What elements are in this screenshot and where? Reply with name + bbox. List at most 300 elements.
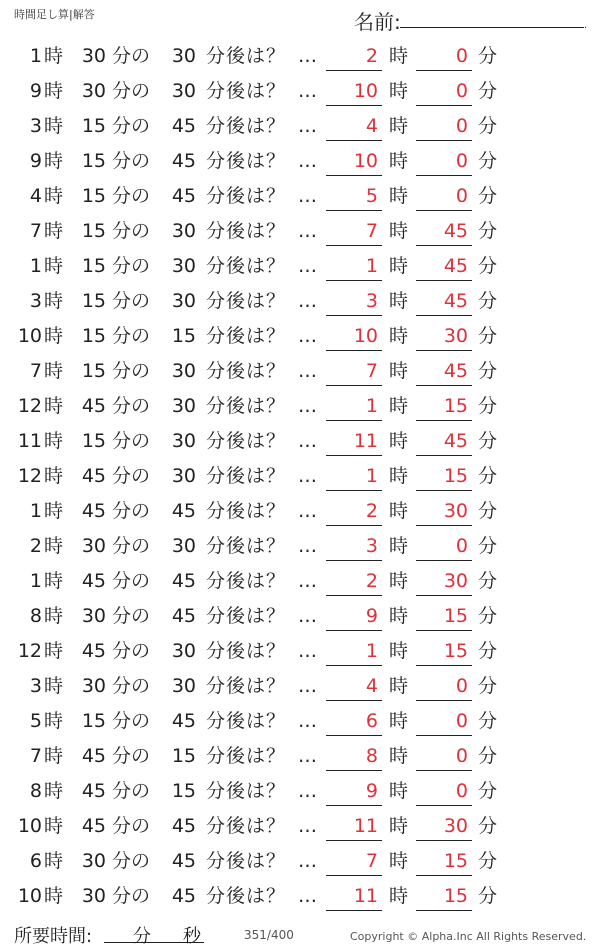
minutes-after-label: 分後は？ (206, 150, 287, 172)
minute-unit-label: 分 (478, 465, 498, 487)
start-hour: 4 (29, 185, 42, 207)
answer-hour[interactable]: 4 (365, 115, 378, 137)
start-minute: 15 (81, 220, 106, 242)
hour-unit-label: 時 (44, 500, 64, 522)
ellipsis: … (298, 745, 317, 767)
answer-minute-line (416, 525, 472, 526)
minute-unit-label: 分 (478, 675, 498, 697)
answer-hour[interactable]: 10 (353, 150, 378, 172)
answer-hour[interactable]: 1 (365, 255, 378, 277)
answer-hour[interactable]: 1 (365, 395, 378, 417)
ellipsis: … (298, 395, 317, 417)
problem-row (0, 495, 600, 530)
ellipsis: … (298, 710, 317, 732)
hour-unit-label: 時 (389, 395, 409, 417)
start-minute: 30 (81, 605, 106, 627)
minutes-after-label: 分後は？ (206, 815, 287, 837)
minutes-after-label: 分後は？ (206, 255, 287, 277)
answer-hour-line (326, 70, 382, 71)
problem-row (0, 40, 600, 75)
answer-hour[interactable]: 11 (353, 430, 378, 452)
answer-hour[interactable]: 7 (365, 220, 378, 242)
answer-minute[interactable]: 15 (443, 605, 468, 627)
start-minute: 15 (81, 325, 106, 347)
problem-row (0, 565, 600, 600)
answer-hour-line (326, 840, 382, 841)
answer-minute[interactable]: 0 (455, 710, 468, 732)
minute-of-label: 分の (112, 850, 151, 872)
problem-row (0, 810, 600, 845)
hour-unit-label: 時 (44, 255, 64, 277)
minute-unit-label: 分 (478, 220, 498, 242)
hour-unit-label: 時 (389, 325, 409, 347)
problem-row (0, 145, 600, 180)
minute-unit-label: 分 (478, 850, 498, 872)
added-minutes: 45 (171, 850, 196, 872)
start-minute: 30 (81, 45, 106, 67)
hour-unit-label: 時 (44, 115, 64, 137)
hour-unit-label: 時 (389, 675, 409, 697)
added-minutes: 30 (171, 80, 196, 102)
seconds-label: 秒 (183, 926, 201, 947)
answer-minute[interactable]: 15 (443, 640, 468, 662)
added-minutes: 45 (171, 815, 196, 837)
hour-unit-label: 時 (44, 640, 64, 662)
answer-hour-line (326, 350, 382, 351)
hour-unit-label: 時 (44, 430, 64, 452)
answer-hour[interactable]: 3 (365, 535, 378, 557)
start-hour: 6 (29, 850, 42, 872)
hour-unit-label: 時 (44, 45, 64, 67)
start-minute: 15 (81, 360, 106, 382)
answer-minute[interactable]: 0 (455, 150, 468, 172)
start-minute: 15 (81, 430, 106, 452)
answer-minute[interactable]: 0 (455, 185, 468, 207)
ellipsis: … (298, 815, 317, 837)
start-hour: 1 (29, 500, 42, 522)
ellipsis: … (298, 430, 317, 452)
hour-unit-label: 時 (389, 710, 409, 732)
name-field-line[interactable] (400, 27, 584, 28)
answer-hour[interactable]: 5 (365, 185, 378, 207)
start-minute: 30 (81, 675, 106, 697)
minutes-after-label: 分後は？ (206, 395, 287, 417)
answer-minute[interactable]: 45 (443, 360, 468, 382)
answer-minute-line (416, 595, 472, 596)
answer-hour[interactable]: 7 (365, 360, 378, 382)
added-minutes: 45 (171, 605, 196, 627)
hour-unit-label: 時 (44, 465, 64, 487)
hour-unit-label: 時 (44, 325, 64, 347)
answer-hour-line (326, 770, 382, 771)
minutes-after-label: 分後は？ (206, 290, 287, 312)
minutes-after-label: 分後は？ (206, 850, 287, 872)
minute-of-label: 分の (112, 290, 151, 312)
answer-minute-line (416, 175, 472, 176)
minute-unit-label: 分 (478, 605, 498, 627)
answer-hour[interactable]: 6 (365, 710, 378, 732)
minute-of-label: 分の (112, 535, 151, 557)
minute-unit-label: 分 (478, 150, 498, 172)
start-minute: 30 (81, 850, 106, 872)
answer-minute-line (416, 665, 472, 666)
ellipsis: … (298, 605, 317, 627)
hour-unit-label: 時 (389, 150, 409, 172)
answer-minute[interactable]: 45 (443, 255, 468, 277)
minute-unit-label: 分 (478, 255, 498, 277)
answer-hour-line (326, 490, 382, 491)
hour-unit-label: 時 (44, 360, 64, 382)
minute-unit-label: 分 (478, 640, 498, 662)
answer-minute[interactable]: 0 (455, 745, 468, 767)
start-hour: 12 (17, 395, 42, 417)
answer-minute[interactable]: 0 (455, 80, 468, 102)
minutes-after-label: 分後は？ (206, 360, 287, 382)
start-hour: 3 (29, 675, 42, 697)
start-minute: 15 (81, 255, 106, 277)
answer-hour[interactable]: 1 (365, 640, 378, 662)
problem-row (0, 215, 600, 250)
answer-hour[interactable]: 2 (365, 500, 378, 522)
hour-unit-label: 時 (389, 850, 409, 872)
hour-unit-label: 時 (44, 570, 64, 592)
answer-hour-line (326, 140, 382, 141)
minute-of-label: 分の (112, 80, 151, 102)
answer-minute-line (416, 910, 472, 911)
answer-hour-line (326, 875, 382, 876)
hour-unit-label: 時 (389, 45, 409, 67)
answer-minute-line (416, 630, 472, 631)
problem-row (0, 670, 600, 705)
minutes-after-label: 分後は？ (206, 675, 287, 697)
ellipsis: … (298, 115, 317, 137)
minutes-after-label: 分後は？ (206, 640, 287, 662)
ellipsis: … (298, 780, 317, 802)
answer-hour-line (326, 105, 382, 106)
answer-minute[interactable]: 45 (443, 430, 468, 452)
added-minutes: 30 (171, 255, 196, 277)
name-field-dot: . (584, 20, 588, 31)
ellipsis: … (298, 150, 317, 172)
answer-minute[interactable]: 30 (443, 570, 468, 592)
answer-hour-line (326, 280, 382, 281)
answer-minute-line (416, 805, 472, 806)
problem-row (0, 180, 600, 215)
answer-minute-line (416, 105, 472, 106)
ellipsis: … (298, 850, 317, 872)
answer-hour[interactable]: 11 (353, 815, 378, 837)
added-minutes: 15 (171, 780, 196, 802)
answer-minute[interactable]: 0 (455, 45, 468, 67)
minute-of-label: 分の (112, 640, 151, 662)
minutes-after-label: 分後は？ (206, 710, 287, 732)
minute-of-label: 分の (112, 465, 151, 487)
minute-unit-label: 分 (478, 570, 498, 592)
added-minutes: 45 (171, 150, 196, 172)
answer-hour[interactable]: 8 (365, 745, 378, 767)
minute-unit-label: 分 (478, 290, 498, 312)
minute-of-label: 分の (112, 115, 151, 137)
added-minutes: 30 (171, 430, 196, 452)
minute-unit-label: 分 (478, 780, 498, 802)
answer-hour[interactable]: 10 (353, 325, 378, 347)
start-hour: 10 (17, 885, 42, 907)
problem-row (0, 775, 600, 810)
minute-of-label: 分の (112, 745, 151, 767)
problem-row (0, 845, 600, 880)
start-hour: 11 (17, 430, 42, 452)
start-minute: 45 (81, 570, 106, 592)
hour-unit-label: 時 (389, 570, 409, 592)
hour-unit-label: 時 (389, 430, 409, 452)
minutes-after-label: 分後は？ (206, 570, 287, 592)
added-minutes: 45 (171, 500, 196, 522)
answer-hour[interactable]: 9 (365, 605, 378, 627)
minute-of-label: 分の (112, 325, 151, 347)
start-hour: 1 (29, 255, 42, 277)
hour-unit-label: 時 (389, 360, 409, 382)
answer-hour-line (326, 525, 382, 526)
minute-unit-label: 分 (478, 535, 498, 557)
answer-hour-line (326, 910, 382, 911)
minute-of-label: 分の (112, 185, 151, 207)
answer-hour[interactable]: 2 (365, 45, 378, 67)
ellipsis: … (298, 885, 317, 907)
start-minute: 30 (81, 535, 106, 557)
answer-hour[interactable]: 10 (353, 80, 378, 102)
minutes-after-label: 分後は？ (206, 80, 287, 102)
hour-unit-label: 時 (44, 710, 64, 732)
answer-minute-line (416, 490, 472, 491)
minutes-after-label: 分後は？ (206, 430, 287, 452)
answer-hour[interactable]: 2 (365, 570, 378, 592)
minute-unit-label: 分 (478, 115, 498, 137)
start-hour: 7 (29, 360, 42, 382)
answer-minute-line (416, 245, 472, 246)
time-taken-label: 所要時間: (14, 926, 93, 947)
answer-minute[interactable]: 0 (455, 675, 468, 697)
problem-row (0, 460, 600, 495)
answer-minute[interactable]: 15 (443, 465, 468, 487)
answer-hour-line (326, 315, 382, 316)
ellipsis: … (298, 360, 317, 382)
minute-of-label: 分の (112, 500, 151, 522)
start-minute: 30 (81, 885, 106, 907)
answer-minute-line (416, 875, 472, 876)
start-hour: 9 (29, 80, 42, 102)
minute-of-label: 分の (112, 605, 151, 627)
answer-hour[interactable]: 3 (365, 290, 378, 312)
answer-minute[interactable]: 15 (443, 395, 468, 417)
answer-hour[interactable]: 1 (365, 465, 378, 487)
answer-minute-line (416, 210, 472, 211)
answer-hour[interactable]: 11 (353, 885, 378, 907)
minute-of-label: 分の (112, 45, 151, 67)
start-minute: 15 (81, 290, 106, 312)
hour-unit-label: 時 (44, 745, 64, 767)
answer-minute[interactable]: 15 (443, 850, 468, 872)
answer-hour[interactable]: 9 (365, 780, 378, 802)
minutes-after-label: 分後は？ (206, 325, 287, 347)
minutes-label: 分 (133, 926, 151, 947)
ellipsis: … (298, 45, 317, 67)
hour-unit-label: 時 (389, 745, 409, 767)
ellipsis: … (298, 640, 317, 662)
hour-unit-label: 時 (44, 395, 64, 417)
answer-hour-line (326, 665, 382, 666)
problem-list (0, 40, 600, 915)
answer-hour[interactable]: 7 (365, 850, 378, 872)
hour-unit-label: 時 (44, 290, 64, 312)
answer-minute[interactable]: 0 (455, 115, 468, 137)
answer-hour-line (326, 595, 382, 596)
minutes-after-label: 分後は？ (206, 745, 287, 767)
hour-unit-label: 時 (44, 850, 64, 872)
hour-unit-label: 時 (44, 780, 64, 802)
minutes-after-label: 分後は？ (206, 220, 287, 242)
answer-minute[interactable]: 15 (443, 885, 468, 907)
minute-of-label: 分の (112, 710, 151, 732)
minute-unit-label: 分 (478, 185, 498, 207)
minute-of-label: 分の (112, 815, 151, 837)
problem-row (0, 740, 600, 775)
answer-hour-line (326, 175, 382, 176)
ellipsis: … (298, 465, 317, 487)
start-minute: 45 (81, 465, 106, 487)
hour-unit-label: 時 (389, 815, 409, 837)
ellipsis: … (298, 500, 317, 522)
answer-minute-line (416, 700, 472, 701)
minute-of-label: 分の (112, 255, 151, 277)
added-minutes: 45 (171, 115, 196, 137)
answer-minute-line (416, 350, 472, 351)
start-minute: 45 (81, 815, 106, 837)
minute-unit-label: 分 (478, 885, 498, 907)
hour-unit-label: 時 (389, 115, 409, 137)
start-minute: 45 (81, 395, 106, 417)
start-hour: 2 (29, 535, 42, 557)
problem-row (0, 320, 600, 355)
hour-unit-label: 時 (389, 605, 409, 627)
hour-unit-label: 時 (389, 640, 409, 662)
answer-minute-line (416, 420, 472, 421)
problem-row (0, 425, 600, 460)
minutes-after-label: 分後は？ (206, 115, 287, 137)
hour-unit-label: 時 (44, 815, 64, 837)
added-minutes: 15 (171, 745, 196, 767)
minute-unit-label: 分 (478, 815, 498, 837)
minute-of-label: 分の (112, 395, 151, 417)
problem-row (0, 705, 600, 740)
start-minute: 45 (81, 640, 106, 662)
minute-of-label: 分の (112, 885, 151, 907)
added-minutes: 30 (171, 395, 196, 417)
start-minute: 15 (81, 115, 106, 137)
answer-minute-line (416, 70, 472, 71)
problem-row (0, 110, 600, 145)
start-hour: 7 (29, 220, 42, 242)
added-minutes: 30 (171, 535, 196, 557)
added-minutes: 45 (171, 885, 196, 907)
start-hour: 9 (29, 150, 42, 172)
added-minutes: 45 (171, 710, 196, 732)
answer-minute[interactable]: 45 (443, 220, 468, 242)
start-minute: 15 (81, 150, 106, 172)
ellipsis: … (298, 255, 317, 277)
ellipsis: … (298, 80, 317, 102)
minute-of-label: 分の (112, 430, 151, 452)
answer-hour-line (326, 735, 382, 736)
answer-hour-line (326, 210, 382, 211)
minute-unit-label: 分 (478, 325, 498, 347)
minutes-after-label: 分後は？ (206, 780, 287, 802)
problem-row (0, 250, 600, 285)
hour-unit-label: 時 (389, 500, 409, 522)
problem-row (0, 530, 600, 565)
hour-unit-label: 時 (389, 80, 409, 102)
added-minutes: 30 (171, 465, 196, 487)
hour-unit-label: 時 (389, 185, 409, 207)
minute-unit-label: 分 (478, 45, 498, 67)
answer-minute[interactable]: 30 (443, 815, 468, 837)
answer-hour-line (326, 420, 382, 421)
hour-unit-label: 時 (44, 185, 64, 207)
problem-row (0, 390, 600, 425)
minutes-after-label: 分後は？ (206, 45, 287, 67)
minute-unit-label: 分 (478, 80, 498, 102)
minute-of-label: 分の (112, 675, 151, 697)
minutes-after-label: 分後は？ (206, 605, 287, 627)
start-hour: 12 (17, 640, 42, 662)
minute-unit-label: 分 (478, 395, 498, 417)
minute-unit-label: 分 (478, 430, 498, 452)
answer-minute[interactable]: 45 (443, 290, 468, 312)
problem-row (0, 355, 600, 390)
answer-minute[interactable]: 0 (455, 780, 468, 802)
start-hour: 5 (29, 710, 42, 732)
minute-unit-label: 分 (478, 710, 498, 732)
ellipsis: … (298, 185, 317, 207)
answer-hour-line (326, 700, 382, 701)
start-minute: 45 (81, 780, 106, 802)
hour-unit-label: 時 (389, 290, 409, 312)
hour-unit-label: 時 (44, 675, 64, 697)
start-hour: 3 (29, 290, 42, 312)
answer-minute[interactable]: 30 (443, 500, 468, 522)
ellipsis: … (298, 675, 317, 697)
minutes-after-label: 分後は？ (206, 535, 287, 557)
hour-unit-label: 時 (44, 220, 64, 242)
answer-minute[interactable]: 0 (455, 535, 468, 557)
answer-minute-line (416, 140, 472, 141)
answer-hour[interactable]: 4 (365, 675, 378, 697)
start-minute: 15 (81, 710, 106, 732)
ellipsis: … (298, 535, 317, 557)
hour-unit-label: 時 (44, 150, 64, 172)
ellipsis: … (298, 220, 317, 242)
added-minutes: 45 (171, 570, 196, 592)
added-minutes: 15 (171, 325, 196, 347)
minutes-after-label: 分後は？ (206, 185, 287, 207)
hour-unit-label: 時 (389, 255, 409, 277)
minutes-after-label: 分後は？ (206, 500, 287, 522)
minute-of-label: 分の (112, 360, 151, 382)
hour-unit-label: 時 (44, 535, 64, 557)
answer-minute-line (416, 735, 472, 736)
start-hour: 3 (29, 115, 42, 137)
answer-minute[interactable]: 30 (443, 325, 468, 347)
problem-row (0, 600, 600, 635)
